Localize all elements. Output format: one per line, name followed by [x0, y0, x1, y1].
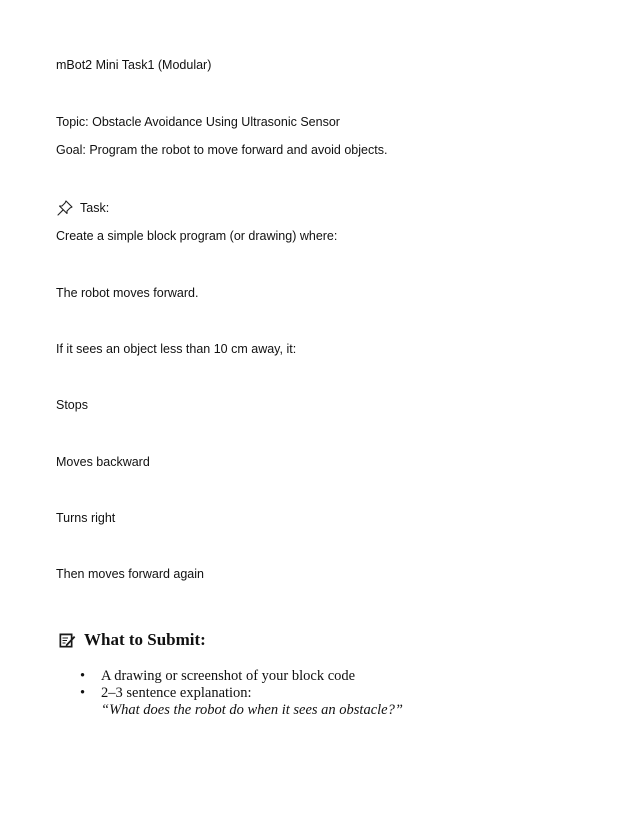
step-item: If it sees an object less than 10 cm away, it:: [56, 342, 297, 356]
topic-line: Topic: Obstacle Avoidance Using Ultrasonic Sensor: [56, 115, 340, 129]
step-item: Stops: [56, 398, 88, 412]
task-heading: [56, 199, 109, 217]
step-item: Turns right: [56, 511, 116, 525]
pushpin-icon: [56, 199, 74, 217]
task-intro: Create a simple block program (or drawing) where:: [56, 229, 338, 243]
memo-icon: [58, 631, 76, 649]
submit-quote: “What does the robot do when it sees an obstacle?”: [101, 702, 403, 718]
submit-item: [80, 668, 403, 685]
submit-item-text: A drawing or screenshot of your block code: [101, 668, 356, 684]
document-title: mBot2 Mini Task1 (Modular): [56, 58, 212, 72]
step-item: The robot moves forward.: [56, 286, 199, 300]
step-item: Then moves forward again: [56, 567, 204, 581]
submit-heading: [58, 630, 206, 650]
submit-list: [80, 668, 403, 719]
step-item: Moves backward: [56, 455, 150, 469]
submit-item: [80, 685, 403, 719]
task-label: Task:: [80, 200, 110, 215]
submit-heading-text: What to Submit:: [84, 630, 206, 649]
submit-item-text: 2–3 sentence explanation:: [101, 685, 252, 701]
goal-line: Goal: Program the robot to move forward and avoid objects.: [56, 143, 388, 157]
